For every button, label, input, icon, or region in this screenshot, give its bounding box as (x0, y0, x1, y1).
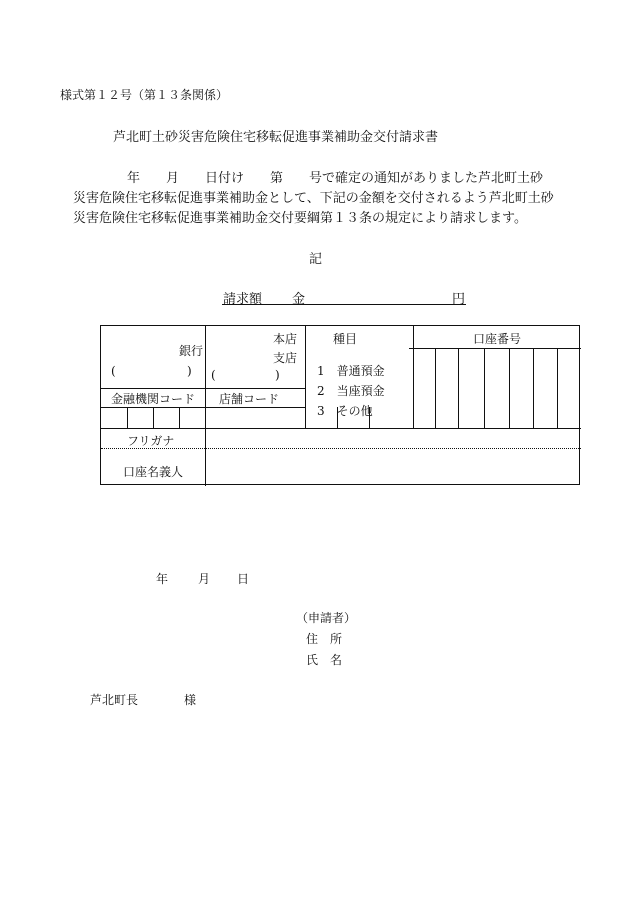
date-year: 年 (156, 572, 169, 586)
addressee-honorific: 様 (184, 693, 197, 707)
bank-account-table (100, 325, 580, 485)
branch-paren-open: ( (211, 368, 216, 382)
date-day: 日 (237, 572, 250, 586)
code-label-rule (101, 388, 305, 389)
acct-box-1 (435, 348, 436, 428)
acct-box-4 (509, 348, 510, 428)
bank-col-divider (205, 326, 206, 486)
account-number-header: 口座番号 (473, 332, 522, 346)
acct-box-5 (533, 348, 534, 428)
ki-heading: 記 (309, 252, 323, 267)
claim-kin: 金 (292, 292, 306, 307)
acct-box-6 (557, 348, 558, 428)
body-line-2: 災害危険住宅移転促進事業補助金として、下記の金額を交付されるよう芦北町土砂 (73, 191, 554, 206)
bank-paren-open: ( (111, 364, 116, 378)
account-holder-label: 口座名義人 (123, 465, 184, 479)
branch-col-divider (305, 326, 306, 428)
inst-code-box-2 (153, 407, 154, 428)
claim-yen: 円 (452, 292, 466, 307)
type-option-2: 2 当座預金 (317, 384, 385, 398)
applicant-address-label: 住 所 (306, 632, 343, 646)
honten-label: 本店 (273, 332, 298, 346)
body-line-3: 災害危険住宅移転促進事業補助金交付要綱第１３条の規定により請求します。 (73, 211, 527, 226)
acct-divider-0 (413, 326, 414, 428)
type-option-1: 1 普通預金 (317, 364, 385, 378)
applicant-label: （申請者） (296, 611, 357, 625)
bank-label: 銀行 (179, 344, 204, 358)
code-box-top-rule (101, 407, 305, 408)
addressee-name: 芦北町長 (90, 693, 139, 707)
date-month: 月 (198, 572, 211, 586)
furigana-top-rule (101, 428, 581, 429)
claim-label: 請求額 (223, 292, 263, 307)
institution-code-label: 金融機関コード (111, 392, 196, 406)
claim-amount-underline (222, 304, 466, 305)
bank-paren-close: ) (187, 364, 192, 378)
acct-box-2 (458, 348, 459, 428)
inst-code-box-1 (127, 407, 128, 428)
type-header: 種目 (333, 332, 358, 346)
furigana-label: フリガナ (127, 434, 175, 448)
form-number: 様式第１２号（第１３条関係） (60, 88, 229, 102)
shiten-label: 支店 (273, 351, 298, 365)
inst-code-box-3 (179, 407, 180, 428)
acct-box-3 (484, 348, 485, 428)
applicant-name-label: 氏 名 (306, 653, 343, 667)
document-title: 芦北町土砂災害危険住宅移転促進事業補助金交付請求書 (113, 130, 439, 145)
body-line-1: 年 月 日付け 第 号で確定の通知がありました芦北町土砂 (127, 171, 544, 186)
type-option-3: 3 その他 (317, 404, 373, 418)
branch-paren-close: ) (275, 368, 280, 382)
branch-code-label: 店舗コード (219, 392, 280, 406)
